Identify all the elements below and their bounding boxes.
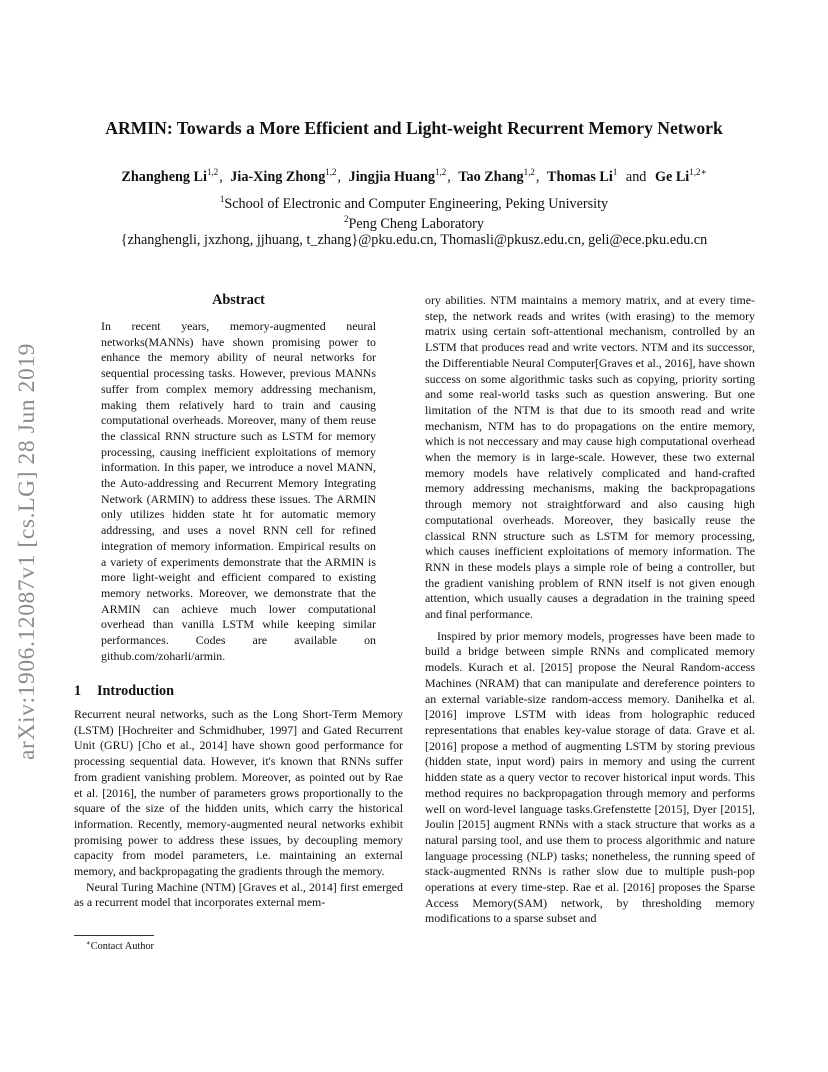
author-affiliation-mark: 1,2 — [434, 167, 447, 177]
author — [655, 169, 707, 185]
author-name: Jingjia Huang — [348, 169, 435, 185]
arxiv-identifier: arXiv:1906.12087v1 [cs.LG] 28 Jun 2019 — [14, 342, 40, 760]
author-affiliation-mark: 1,2 — [206, 167, 219, 177]
abstract-text: In recent years, memory-augmented neural networks(MANNs) have shown promising power to enhance the memory ability of neural networks for sequential processing tasks. However, previous MANNs suffer from complex memory addressing mechanism, making them relatively hard to train and causing computational overheads. Moreover, many of them reuse the classical RNN structure such as LSTM for memory processing, causing inefficient exploitations of memory information. In this paper, we introduce a novel MANN, the Auto-addressing and Recurrent Memory Integrating Network (ARMIN) to address these issues. The ARMIN only utilizes hidden state ht for automatic memory addressing, and uses a novel RNN cell for refined integration of memory information. Empirical results on a variety of experiments demonstrate that the ARMIN is more light-weight and efficient compared to existing memory networks. Moreover, we demonstrate that the ARMIN can achieve much lower computational overhead than vanilla LSTM while keeping similar performances. Codes are available on github.com/zoharli/armin. — [101, 319, 376, 663]
author — [121, 169, 226, 185]
author-name: Thomas Li — [547, 169, 613, 185]
author-affiliation-mark: 1,2 — [523, 167, 535, 177]
affiliation-text: Peng Cheng Laboratory — [348, 216, 485, 232]
footnote-text: Contact Author — [90, 941, 154, 952]
affiliation — [40, 210, 788, 233]
author-separator: , — [337, 169, 342, 185]
author-list — [40, 163, 788, 186]
author-separator: , — [447, 169, 451, 185]
section-heading — [74, 683, 174, 700]
author-separator: , — [219, 169, 223, 185]
author — [547, 169, 617, 185]
author-name: Zhangheng Li — [121, 169, 207, 185]
author-and: and — [625, 169, 647, 185]
section-number: 1 — [74, 683, 82, 699]
footnote-divider — [74, 935, 154, 936]
abstract-heading: Abstract — [212, 292, 265, 308]
author-separator: , — [535, 169, 540, 185]
affiliation-mark: 2 — [343, 214, 349, 224]
author-affiliation-mark: 1 — [612, 167, 618, 177]
author-name: Jia-Xing Zhong — [230, 169, 326, 185]
author-name: Tao Zhang — [458, 169, 524, 185]
author-name: Ge Li — [654, 169, 690, 185]
footnote-mark: ∗ — [86, 939, 91, 947]
author-emails: {zhanghengli, jxzhong, jjhuang, t_zhang}@pku.edu.cn, Thomasli@pkusz.edu.cn, geli@ece.pku.edu.cn — [120, 232, 708, 248]
paragraph: Inspired by prior memory models, progresses have been made to build a bridge between simple RNNs and complicated memory models. Kurach et al. [2015] propose the Neural Random-access Machines (NRAM) that can manipulate and dereference pointers to an external variable-size random-access memory. Danihelka et al. [2016] improve LSTM with ideas from holographic reduced representations that enables key-value storage of data. Grave et al. [2016] propose a method of augmenting LSTM by storing previous (hidden state, input word) pairs in memory and using the current hidden state as a query vector to recover historical input words. This method requires no backpropagation through memory and performs well on word-level language tasks.Grefenstette [2015], Dyer [2015], Joulin [2015] augment RNNs with a stack structure that works as a natural parsing tool, and use them to process algorithmic and nature language processing (NLP) tasks; nonetheless, the running speed of stack-augmented RNNs is rather slow due to multiple push-pop operations at every time-step. Rae et al. [2016] proposes the Sparse Access Memory(SAM) network, by thresholding memory modifications to a sparse subset and — [425, 628, 755, 926]
author-affiliation-mark: 1,2 — [325, 167, 337, 177]
paragraph: ory abilities. NTM maintains a memory matrix, and at every time-step, the network reads and writes (with erasing) to the memory matrix using certain soft-attentional mechanism, controlled by an LSTM that produces read and write vectors. NTM and its successor, the Differentiable Neural Computer[Graves et al., 2016], have shown success on some algorithmic tasks such as copying, priority sorting and some real-world tasks such as question answering. But one limitation of the NTM is that due to its smooth read and write mechanism, NTM has to do propagations on the entire memory, which is not neccessary and may cause high computational overhead when the memory is in large-scale. However, these two external memory models have relatively complicated and hand-crafted memory addressing mechanisms, making the backpropagations through memory not straightforward and also causing high computational overheads. Moreover, they basically reuse the classical RNN structure such as LSTM for memory processing, which causes inefficient exploitations of memory information. The RNN in these models plays a simple role of being a controller, but the gradient vanishing problem of RNN itself is not given enough attention, which usually causes a degradation in the training speed and final performance. — [425, 293, 755, 622]
author — [230, 169, 345, 185]
paragraph: Recurrent neural networks, such as the Long Short-Term Memory (LSTM) [Hochreiter and Schmidhuber, 1997] and Gated Recurrent Unit (GRU) [Cho et al., 2014] have shown good performance for processing sequential data. However, it's known that RNNs suffer from gradient vanishing problem. Moreover, as pointed out by Rae et al. [2016], the number of parameters grows proportionally to the square of the size of the hidden units, which carry the historical information. Recently, memory-augmented neural networks exhibit promising power to address these issues, by decoupling memory capacity from model parameters, i.e. maintaining an external memory, and backpropagating the gradients through the memory. — [74, 707, 403, 879]
affiliation-mark: 1 — [219, 194, 225, 204]
author — [349, 169, 455, 185]
left-column-body — [74, 707, 403, 911]
footnote — [86, 939, 154, 952]
paper-title: ARMIN: Towards a More Efficient and Light-weight Recurrent Memory Network — [105, 118, 723, 138]
author-affiliation-mark: 1,2∗ — [689, 167, 707, 177]
affiliation-text: School of Electronic and Computer Engineering, Peking University — [224, 196, 609, 212]
right-column-body — [425, 293, 755, 927]
author — [458, 169, 543, 185]
section-title: Introduction — [97, 683, 174, 699]
paragraph: Neural Turing Machine (NTM) [Graves et al., 2014] first emerged as a recurrent model that incorporates external mem- — [74, 879, 403, 910]
